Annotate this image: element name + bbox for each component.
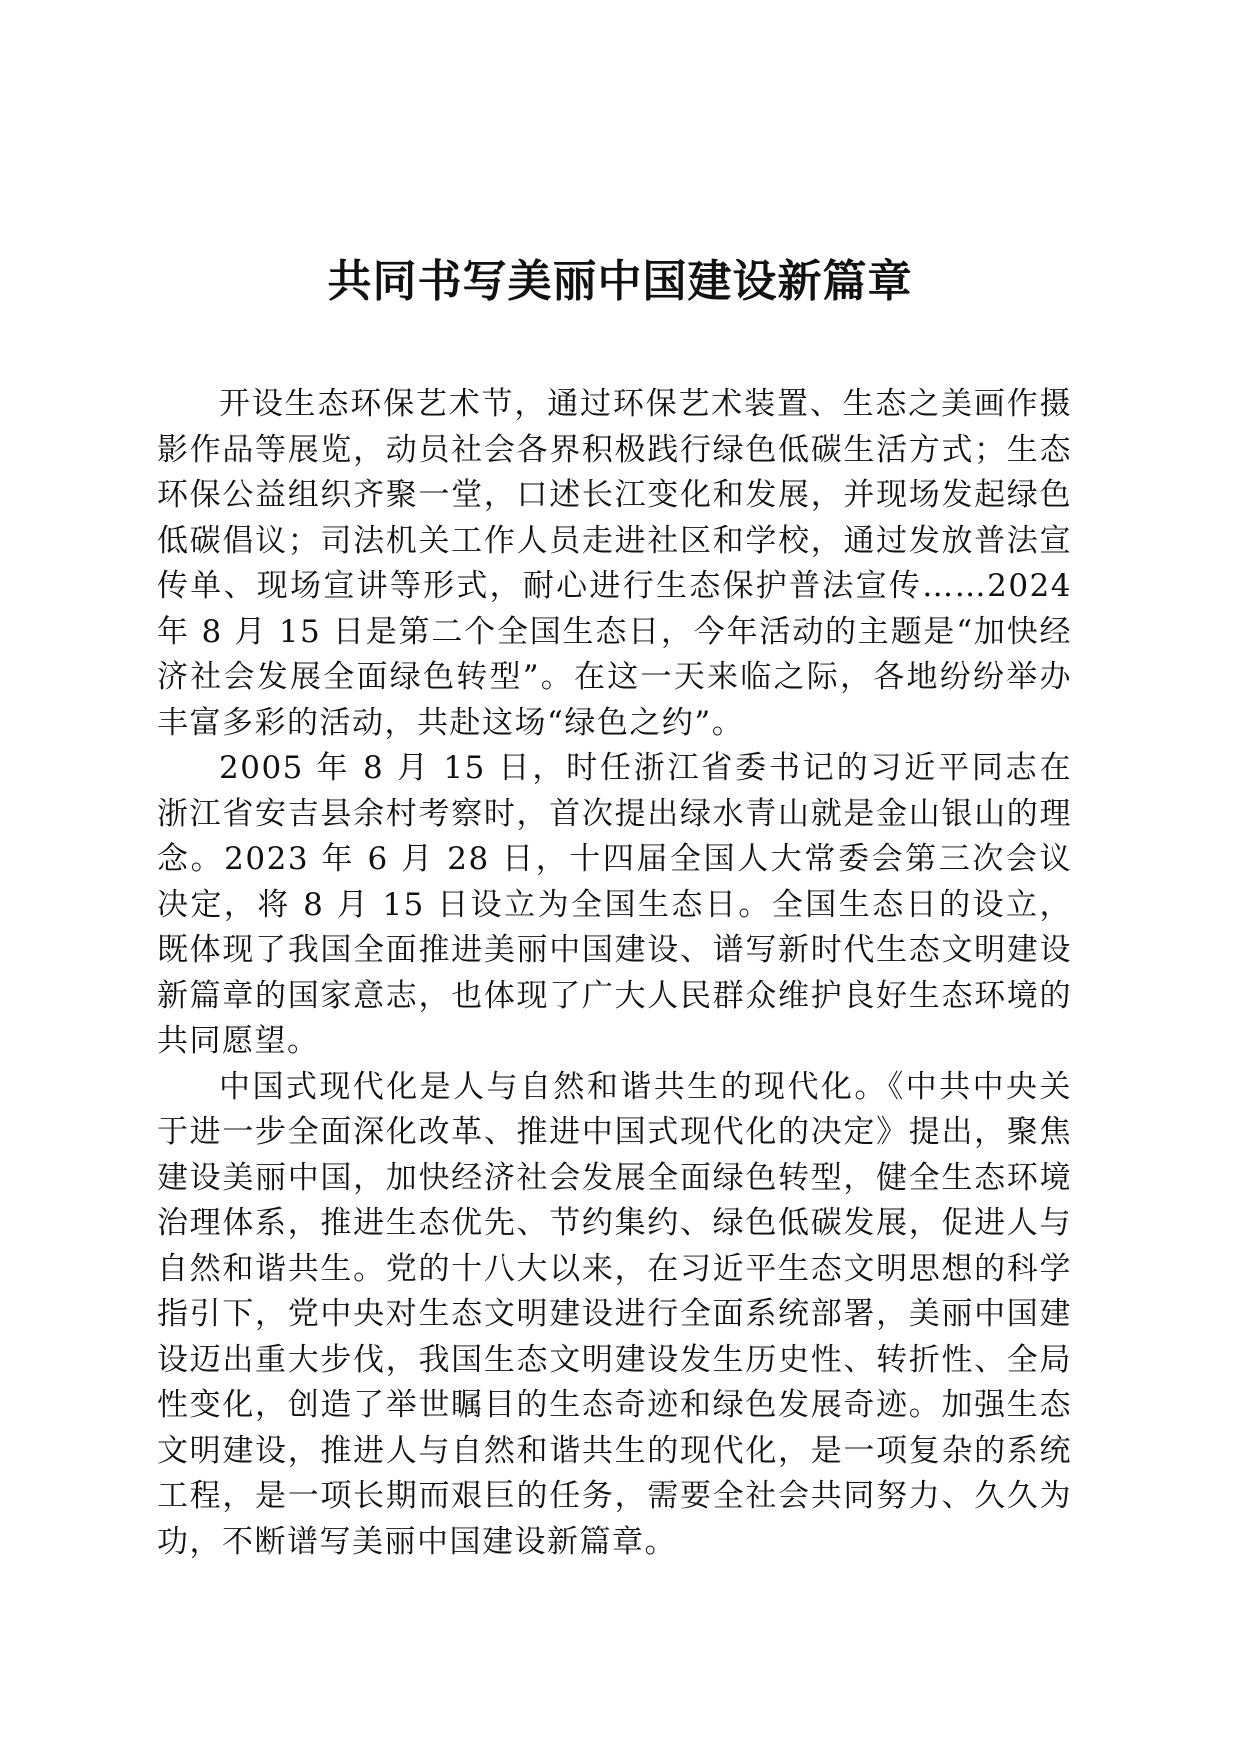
paragraph-2: 2005 年 8 月 15 日，时任浙江省委书记的习近平同志在浙江省安吉县余村考察时，首次提出绿水青山就是金山银山的理念。2023 年 6 月 28 日，十四届全国人大常委会第三次会议决定，将 8 月 15 日设立为全国生态日。全国生态日的设立，既体现了我国全面推进美丽中国建设、谱写新时代生态文明建设新篇章的国家意志，也体现了广大人民群众维护良好生态环境的共同愿望。 bbox=[157, 750, 1072, 1059]
paragraph-3: 中国式现代化是人与自然和谐共生的现代化。《中共中央关于进一步全面深化改革、推进中国式现代化的决定》提出，聚焦建设美丽中国，加快经济社会发展全面绿色转型，健全生态环境治理体系，推进生态优先、节约集约、绿色低碳发展，促进人与自然和谐共生。党的十八大以来，在习近平生态文明思想的科学指引下，党中央对生态文明建设进行全面系统部署，美丽中国建设迈出重大步伐，我国生态文明建设发生历史性、转折性、全局性变化，创造了举世瞩目的生态奇迹和绿色发展奇迹。加强生态文明建设，推进人与自然和谐共生的现代化，是一项复杂的系统工程，是一项长期而艰巨的任务，需要全社会共同努力、久久为功，不断谱写美丽中国建设新篇章。 bbox=[157, 1068, 1072, 1560]
page-title: 共同书写美丽中国建设新篇章 bbox=[327, 256, 913, 307]
paragraph-1: 开设生态环保艺术节，通过环保艺术装置、生态之美画作摄影作品等展览，动员社会各界积极践行绿色低碳生活方式；生态环保公益组织齐聚一堂，口述长江变化和发展，并现场发起绿色低碳倡议；司法机关工作人员走进社区和学校，通过发放普法宣传单、现场宣讲等形式，耐心进行生态保护普法宣传……2024 年 8 月 15 日是第二个全国生态日，今年活动的主题是“加快经济社会发展全面绿色转型”。在这一天来临之际，各地纷纷举办丰富多彩的活动，共赴这场“绿色之约”。 bbox=[157, 386, 1072, 741]
article-body bbox=[157, 382, 1072, 1565]
